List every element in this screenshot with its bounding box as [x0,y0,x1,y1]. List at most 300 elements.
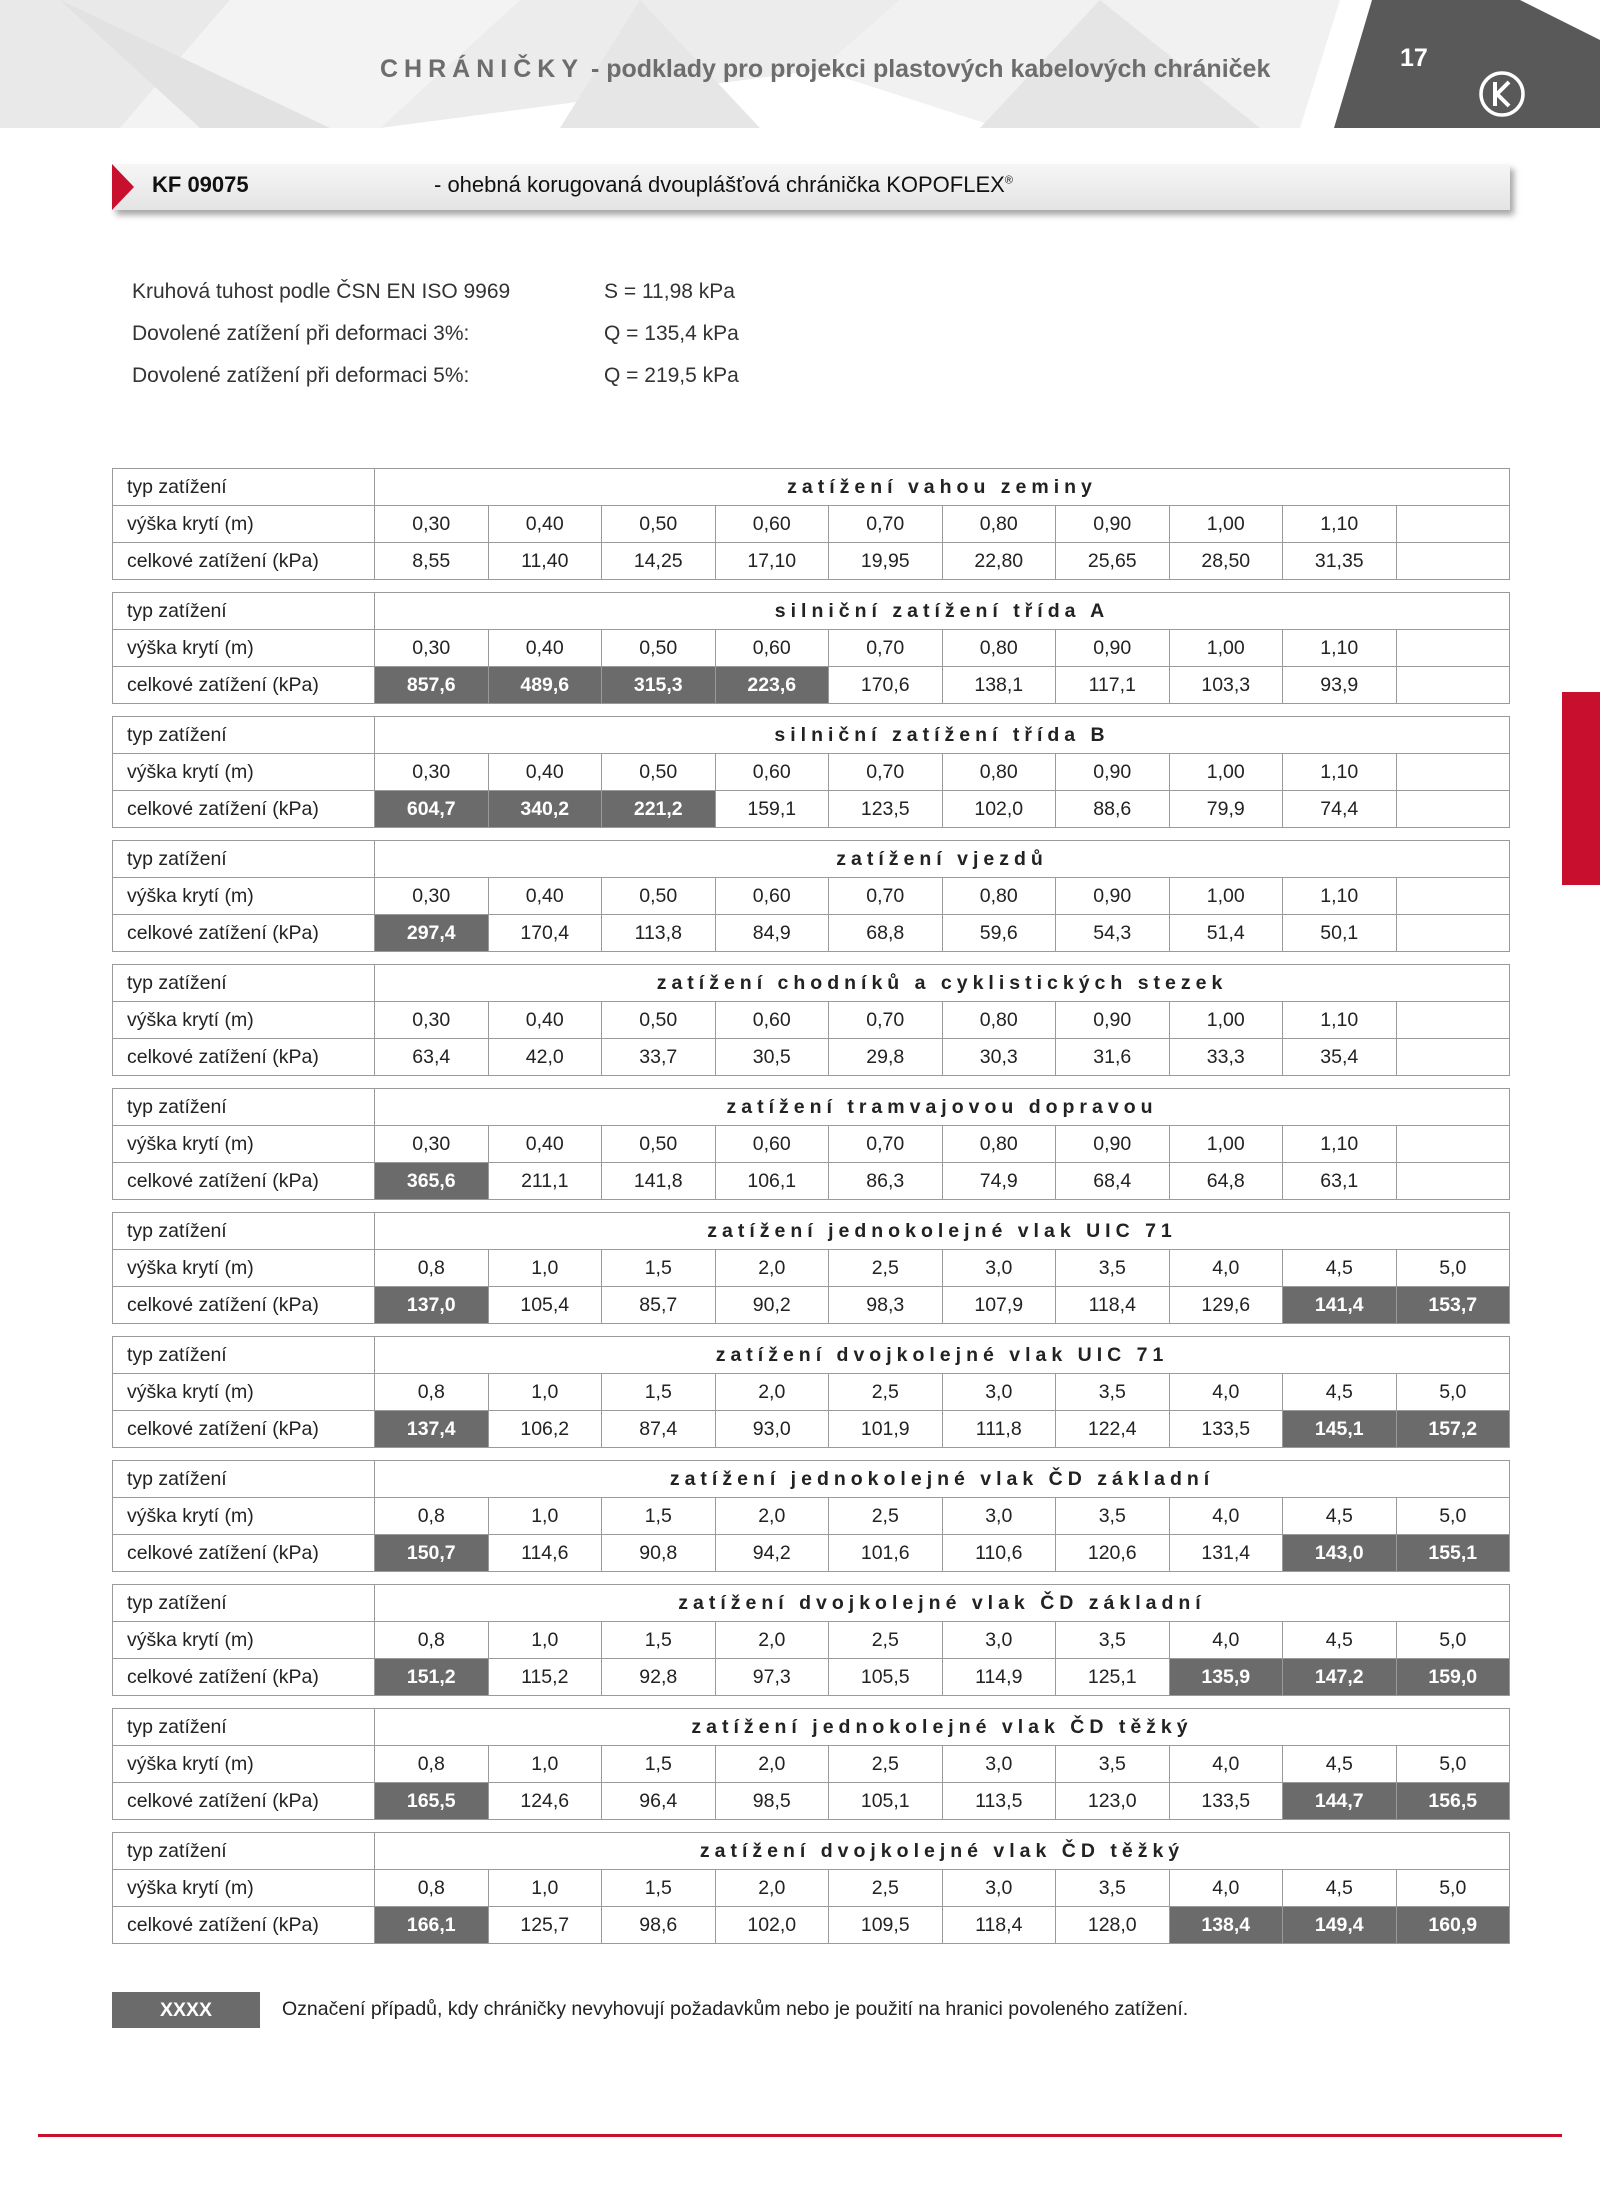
total-load-cell: 105,1 [829,1783,943,1820]
cover-depth-cell: 5,0 [1396,1250,1510,1287]
total-load-label: celkové zatížení (kPa) [113,1411,375,1448]
load-type-label: typ zatížení [113,1337,375,1374]
total-load-cell: 118,4 [942,1907,1056,1944]
total-load-label: celkové zatížení (kPa) [113,543,375,580]
cover-depth-cell: 0,40 [488,1002,602,1039]
total-load-cell: 118,4 [1056,1287,1170,1324]
total-load-cell: 110,6 [942,1535,1056,1572]
total-load-cell [1396,791,1510,828]
cover-depth-cell: 5,0 [1396,1498,1510,1535]
cover-depth-cell: 4,0 [1169,1622,1283,1659]
cover-depth-cell: 0,50 [602,754,716,791]
load-type-label: typ zatížení [113,1213,375,1250]
load-type-row [113,1213,1510,1250]
cover-depth-cell: 1,10 [1283,506,1397,543]
cover-depth-label: výška krytí (m) [113,1250,375,1287]
legend-text: Označení případů, kdy chráničky nevyhovují požadavkům nebo je použití na hranici povoleného zatížení. [282,1998,1189,2020]
total-load-cell: 122,4 [1056,1411,1170,1448]
cover-depth-cell: 0,90 [1056,630,1170,667]
total-load-cell: 105,4 [488,1287,602,1324]
cover-depth-cell: 4,0 [1169,1746,1283,1783]
section-gap [113,1820,1510,1833]
cover-depth-cell: 3,5 [1056,1498,1170,1535]
total-load-cell-flagged: 141,4 [1283,1287,1397,1324]
section-gap [113,580,1510,593]
page-number: 17 [1400,44,1428,72]
cover-depth-cell: 0,8 [375,1870,489,1907]
cover-depth-cell: 0,90 [1056,1126,1170,1163]
total-load-cell: 128,0 [1056,1907,1170,1944]
cover-depth-cell: 4,0 [1169,1498,1283,1535]
cover-depth-row [113,1374,1510,1411]
cover-depth-cell: 0,60 [715,630,829,667]
cover-depth-cell: 0,90 [1056,878,1170,915]
cover-depth-cell: 2,0 [715,1746,829,1783]
cover-depth-cell: 0,60 [715,1126,829,1163]
load-type-title: silniční zatížení třída B [375,717,1510,754]
cover-depth-cell: 4,0 [1169,1250,1283,1287]
cover-depth-cell [1396,754,1510,791]
cover-depth-cell: 1,00 [1169,1002,1283,1039]
total-load-cell: 63,4 [375,1039,489,1076]
cover-depth-cell: 2,0 [715,1870,829,1907]
parameter-row [132,280,739,322]
cover-depth-cell: 0,80 [942,506,1056,543]
cover-depth-cell: 0,70 [829,506,943,543]
parameter-row [132,364,739,406]
load-type-title: zatížení jednokolejné vlak ČD těžký [375,1709,1510,1746]
load-type-label: typ zatížení [113,1833,375,1870]
cover-depth-cell: 1,5 [602,1498,716,1535]
company-logo-icon [1478,70,1526,118]
total-load-cell: 115,2 [488,1659,602,1696]
total-load-cell: 101,6 [829,1535,943,1572]
cover-depth-label: výška krytí (m) [113,878,375,915]
gap-cell [113,1324,1510,1337]
cover-depth-row [113,630,1510,667]
total-load-cell: 19,95 [829,543,943,580]
cover-depth-label: výška krytí (m) [113,1746,375,1783]
cover-depth-cell: 0,30 [375,878,489,915]
load-type-label: typ zatížení [113,469,375,506]
registered-mark: ® [1004,174,1013,187]
load-type-label: typ zatížení [113,717,375,754]
total-load-cell-flagged: 157,2 [1396,1411,1510,1448]
total-load-cell-flagged: 135,9 [1169,1659,1283,1696]
total-load-label: celkové zatížení (kPa) [113,1163,375,1200]
load-type-title: zatížení tramvajovou dopravou [375,1089,1510,1126]
cover-depth-cell: 0,80 [942,630,1056,667]
cover-depth-cell: 0,80 [942,1126,1056,1163]
load-type-title: zatížení vjezdů [375,841,1510,878]
total-load-cell: 123,0 [1056,1783,1170,1820]
total-load-cell-flagged: 138,4 [1169,1907,1283,1944]
cover-depth-label: výška krytí (m) [113,506,375,543]
cover-depth-row [113,1250,1510,1287]
cover-depth-cell: 0,70 [829,1126,943,1163]
cover-depth-cell: 0,30 [375,1126,489,1163]
total-load-cell: 51,4 [1169,915,1283,952]
total-load-row [113,1907,1510,1944]
total-load-cell-flagged: 149,4 [1283,1907,1397,1944]
total-load-cell: 90,2 [715,1287,829,1324]
total-load-label: celkové zatížení (kPa) [113,791,375,828]
total-load-cell: 211,1 [488,1163,602,1200]
cover-depth-cell: 0,50 [602,630,716,667]
total-load-cell: 29,8 [829,1039,943,1076]
header-title-rest: - podklady pro projekci plastových kabelových chrániček [584,55,1271,83]
section-gap [113,1324,1510,1337]
total-load-cell: 131,4 [1169,1535,1283,1572]
parameters-list [132,280,739,406]
product-code: KF 09075 [152,172,249,197]
load-type-row [113,717,1510,754]
cover-depth-label: výška krytí (m) [113,1870,375,1907]
total-load-cell: 117,1 [1056,667,1170,704]
cover-depth-cell: 0,40 [488,630,602,667]
cover-depth-cell: 2,0 [715,1622,829,1659]
total-load-cell: 8,55 [375,543,489,580]
cover-depth-row [113,506,1510,543]
total-load-cell [1396,1039,1510,1076]
cover-depth-cell: 1,5 [602,1250,716,1287]
load-type-label: typ zatížení [113,593,375,630]
total-load-cell: 74,4 [1283,791,1397,828]
load-type-title: silniční zatížení třída A [375,593,1510,630]
cover-depth-cell: 2,0 [715,1498,829,1535]
total-load-cell: 102,0 [715,1907,829,1944]
total-load-row [113,543,1510,580]
total-load-cell-flagged: 489,6 [488,667,602,704]
total-load-cell: 113,5 [942,1783,1056,1820]
cover-depth-cell: 4,5 [1283,1746,1397,1783]
cover-depth-cell [1396,1126,1510,1163]
cover-depth-label: výška krytí (m) [113,630,375,667]
cover-depth-cell: 0,60 [715,506,829,543]
cover-depth-cell: 0,60 [715,878,829,915]
total-load-cell: 31,35 [1283,543,1397,580]
section-gap [113,952,1510,965]
load-type-title: zatížení dvojkolejné vlak ČD základní [375,1585,1510,1622]
total-load-cell: 159,1 [715,791,829,828]
total-load-row [113,1659,1510,1696]
total-load-row [113,791,1510,828]
cover-depth-cell: 1,00 [1169,506,1283,543]
cover-depth-cell: 0,60 [715,754,829,791]
footer-divider [38,2134,1562,2137]
cover-depth-cell [1396,630,1510,667]
total-load-cell: 64,8 [1169,1163,1283,1200]
total-load-cell: 93,9 [1283,667,1397,704]
total-load-cell: 98,5 [715,1783,829,1820]
load-type-label: typ zatížení [113,1089,375,1126]
total-load-label: celkové zatížení (kPa) [113,667,375,704]
cover-depth-cell: 0,50 [602,1126,716,1163]
load-type-row [113,1461,1510,1498]
cover-depth-cell: 0,70 [829,878,943,915]
cover-depth-cell: 1,0 [488,1870,602,1907]
cover-depth-cell: 1,0 [488,1374,602,1411]
cover-depth-cell: 0,80 [942,878,1056,915]
load-type-row [113,1833,1510,1870]
cover-depth-cell: 3,5 [1056,1250,1170,1287]
total-load-cell-flagged: 223,6 [715,667,829,704]
cover-depth-cell: 2,5 [829,1374,943,1411]
total-load-cell: 31,6 [1056,1039,1170,1076]
total-load-cell: 98,3 [829,1287,943,1324]
cover-depth-cell: 1,5 [602,1746,716,1783]
cover-depth-label: výška krytí (m) [113,1126,375,1163]
cover-depth-cell [1396,506,1510,543]
total-load-cell: 42,0 [488,1039,602,1076]
total-load-cell: 90,8 [602,1535,716,1572]
legend-highlight-sample: XXXX [112,1992,260,2028]
total-load-cell: 98,6 [602,1907,716,1944]
total-load-cell-flagged: 137,0 [375,1287,489,1324]
parameter-value: Q = 135,4 kPa [604,322,739,345]
total-load-cell-flagged: 165,5 [375,1783,489,1820]
cover-depth-cell: 3,5 [1056,1374,1170,1411]
load-type-row [113,1089,1510,1126]
cover-depth-row [113,878,1510,915]
total-load-cell-flagged: 221,2 [602,791,716,828]
load-type-label: typ zatížení [113,965,375,1002]
cover-depth-row [113,1746,1510,1783]
load-type-label: typ zatížení [113,1585,375,1622]
total-load-cell: 63,1 [1283,1163,1397,1200]
cover-depth-cell: 2,5 [829,1250,943,1287]
cover-depth-cell: 3,0 [942,1622,1056,1659]
cover-depth-cell: 0,30 [375,506,489,543]
load-type-row [113,593,1510,630]
total-load-cell: 35,4 [1283,1039,1397,1076]
cover-depth-row [113,1002,1510,1039]
total-load-cell: 25,65 [1056,543,1170,580]
cover-depth-cell: 4,5 [1283,1498,1397,1535]
load-type-row [113,1337,1510,1374]
total-load-cell-flagged: 137,4 [375,1411,489,1448]
load-type-title: zatížení dvojkolejné vlak ČD těžký [375,1833,1510,1870]
total-load-cell-flagged: 147,2 [1283,1659,1397,1696]
cover-depth-cell: 3,0 [942,1250,1056,1287]
cover-depth-cell: 3,5 [1056,1746,1170,1783]
cover-depth-cell: 0,60 [715,1002,829,1039]
total-load-cell: 84,9 [715,915,829,952]
section-gap [113,1076,1510,1089]
total-load-cell: 105,5 [829,1659,943,1696]
total-load-cell [1396,667,1510,704]
cover-depth-row [113,754,1510,791]
cover-depth-row [113,1126,1510,1163]
cover-depth-cell: 1,00 [1169,630,1283,667]
total-load-cell: 114,9 [942,1659,1056,1696]
total-load-cell: 170,6 [829,667,943,704]
total-load-cell: 33,7 [602,1039,716,1076]
total-load-row [113,1783,1510,1820]
total-load-cell-flagged: 144,7 [1283,1783,1397,1820]
total-load-label: celkové zatížení (kPa) [113,1907,375,1944]
total-load-cell-flagged: 340,2 [488,791,602,828]
total-load-label: celkové zatížení (kPa) [113,915,375,952]
total-load-cell: 68,8 [829,915,943,952]
cover-depth-row [113,1498,1510,1535]
total-load-cell: 79,9 [1169,791,1283,828]
total-load-row [113,915,1510,952]
total-load-cell-flagged: 297,4 [375,915,489,952]
cover-depth-cell: 1,10 [1283,630,1397,667]
total-load-cell: 133,5 [1169,1783,1283,1820]
gap-cell [113,1572,1510,1585]
total-load-cell: 87,4 [602,1411,716,1448]
cover-depth-cell: 0,40 [488,878,602,915]
total-load-cell: 50,1 [1283,915,1397,952]
parameter-label: Dovolené zatížení při deformaci 3%: [132,322,470,345]
load-type-title: zatížení jednokolejné vlak ČD základní [375,1461,1510,1498]
section-gap [113,1696,1510,1709]
gap-cell [113,580,1510,593]
cover-depth-cell: 0,8 [375,1622,489,1659]
total-load-cell-flagged: 143,0 [1283,1535,1397,1572]
total-load-cell: 106,2 [488,1411,602,1448]
cover-depth-cell: 3,0 [942,1374,1056,1411]
load-type-label: typ zatížení [113,841,375,878]
load-type-row [113,1709,1510,1746]
cover-depth-cell: 0,50 [602,1002,716,1039]
cover-depth-row [113,1870,1510,1907]
total-load-cell: 106,1 [715,1163,829,1200]
cover-depth-cell: 1,00 [1169,878,1283,915]
cover-depth-cell: 2,5 [829,1746,943,1783]
cover-depth-cell: 0,70 [829,630,943,667]
total-load-cell-flagged: 150,7 [375,1535,489,1572]
cover-depth-label: výška krytí (m) [113,1498,375,1535]
total-load-row [113,1163,1510,1200]
cover-depth-cell: 3,0 [942,1870,1056,1907]
load-type-row [113,965,1510,1002]
cover-depth-cell: 1,0 [488,1622,602,1659]
section-gap [113,1572,1510,1585]
total-load-label: celkové zatížení (kPa) [113,1287,375,1324]
product-description [434,172,1013,198]
load-type-title: zatížení vahou zeminy [375,469,1510,506]
cover-depth-cell: 1,5 [602,1622,716,1659]
total-load-cell-flagged: 166,1 [375,1907,489,1944]
total-load-cell: 109,5 [829,1907,943,1944]
total-load-cell: 28,50 [1169,543,1283,580]
cover-depth-cell: 1,0 [488,1250,602,1287]
cover-depth-cell: 0,30 [375,630,489,667]
cover-depth-cell: 2,5 [829,1498,943,1535]
cover-depth-cell: 0,40 [488,754,602,791]
cover-depth-cell: 0,30 [375,754,489,791]
cover-depth-cell: 0,70 [829,1002,943,1039]
cover-depth-row [113,1622,1510,1659]
total-load-row [113,1039,1510,1076]
total-load-cell-flagged: 365,6 [375,1163,489,1200]
cover-depth-cell: 3,5 [1056,1870,1170,1907]
total-load-row [113,667,1510,704]
cover-depth-cell: 5,0 [1396,1746,1510,1783]
cover-depth-cell: 0,8 [375,1374,489,1411]
total-load-row [113,1287,1510,1324]
cover-depth-label: výška krytí (m) [113,1374,375,1411]
cover-depth-cell: 1,00 [1169,1126,1283,1163]
cover-depth-cell: 0,80 [942,1002,1056,1039]
cover-depth-cell: 5,0 [1396,1622,1510,1659]
total-load-label: celkové zatížení (kPa) [113,1535,375,1572]
total-load-cell: 33,3 [1169,1039,1283,1076]
cover-depth-cell: 0,8 [375,1746,489,1783]
load-type-title: zatížení dvojkolejné vlak UIC 71 [375,1337,1510,1374]
cover-depth-cell: 3,0 [942,1498,1056,1535]
gap-cell [113,1448,1510,1461]
total-load-cell: 97,3 [715,1659,829,1696]
total-load-cell: 14,25 [602,543,716,580]
total-load-cell: 93,0 [715,1411,829,1448]
cover-depth-cell: 0,8 [375,1498,489,1535]
total-load-label: celkové zatížení (kPa) [113,1783,375,1820]
total-load-cell: 124,6 [488,1783,602,1820]
total-load-cell: 17,10 [715,543,829,580]
cover-depth-label: výška krytí (m) [113,754,375,791]
page-header-title [380,55,1270,84]
section-gap [113,1448,1510,1461]
total-load-cell: 133,5 [1169,1411,1283,1448]
total-load-cell: 85,7 [602,1287,716,1324]
product-bar-arrow-icon [112,164,134,210]
cover-depth-label: výška krytí (m) [113,1622,375,1659]
gap-cell [113,1820,1510,1833]
total-load-cell [1396,543,1510,580]
side-red-tab [1562,692,1600,885]
total-load-cell: 111,8 [942,1411,1056,1448]
page-number-tab [1334,0,1600,128]
total-load-label: celkové zatížení (kPa) [113,1659,375,1696]
cover-depth-cell: 0,40 [488,506,602,543]
cover-depth-cell: 0,90 [1056,506,1170,543]
cover-depth-cell: 0,80 [942,754,1056,791]
total-load-cell: 138,1 [942,667,1056,704]
cover-depth-cell: 1,10 [1283,754,1397,791]
total-load-cell: 101,9 [829,1411,943,1448]
total-load-cell-flagged: 145,1 [1283,1411,1397,1448]
cover-depth-cell: 0,8 [375,1250,489,1287]
cover-depth-cell: 5,0 [1396,1870,1510,1907]
cover-depth-cell [1396,1002,1510,1039]
gap-cell [113,952,1510,965]
cover-depth-cell: 4,0 [1169,1870,1283,1907]
cover-depth-cell: 1,10 [1283,1126,1397,1163]
cover-depth-cell: 0,70 [829,754,943,791]
total-load-cell: 30,3 [942,1039,1056,1076]
cover-depth-cell: 1,5 [602,1374,716,1411]
cover-depth-cell: 1,0 [488,1498,602,1535]
cover-depth-cell [1396,878,1510,915]
total-load-cell: 102,0 [942,791,1056,828]
total-load-cell [1396,915,1510,952]
parameter-label: Kruhová tuhost podle ČSN EN ISO 9969 [132,280,511,303]
total-load-row [113,1535,1510,1572]
total-load-cell-flagged: 159,0 [1396,1659,1510,1696]
load-type-row [113,469,1510,506]
cover-depth-cell: 1,00 [1169,754,1283,791]
total-load-cell: 129,6 [1169,1287,1283,1324]
total-load-cell-flagged: 156,5 [1396,1783,1510,1820]
total-load-cell-flagged: 155,1 [1396,1535,1510,1572]
total-load-cell: 170,4 [488,915,602,952]
gap-cell [113,1696,1510,1709]
parameter-value: S = 11,98 kPa [604,280,735,303]
